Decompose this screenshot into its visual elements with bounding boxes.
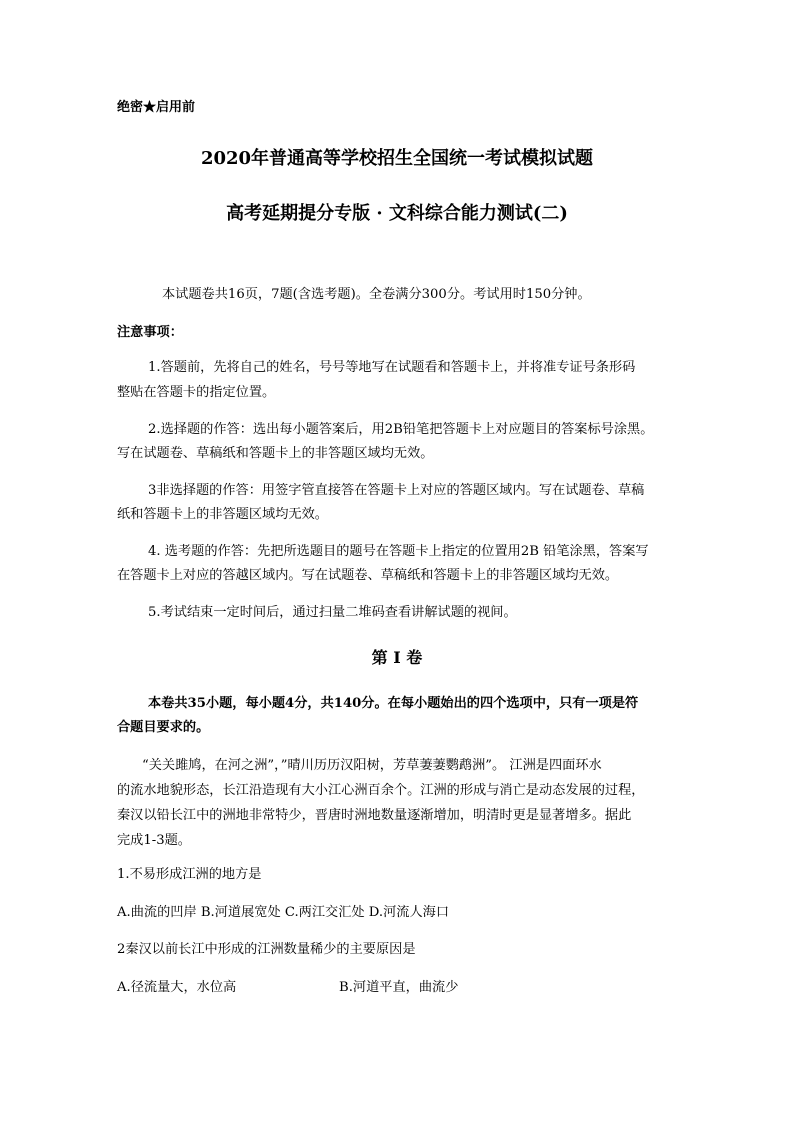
- intro-text: 本试题卷共16页，7题(含选考题)。全卷满分300分。考试用时150分钟。: [162, 287, 591, 302]
- passage-line-1: “关关雎鸠，在河之洲”，”晴川历历汉阳树，芳草萋萋鹦鹉洲”。 江洲是四面环水: [142, 758, 602, 773]
- notice-item-2-line-2: 写在试题卷、草稿纸和答题卡上的非答题区域均无效。: [117, 446, 434, 461]
- passage-line-3: 秦汉以铅长江中的洲地非常特少，晋唐时洲地数量逐渐增加，明清时更是显著增多。据此: [117, 808, 632, 823]
- section-desc-line-1: 本卷共35小题，每小题4分，共140分。在每小题始出的四个选项中，只有一项是符: [148, 696, 639, 711]
- notice-item-1-line-1: 1.答题前，先将自己的姓名，号号等地写在试题看和答题卡上，并将准专证号条形码: [148, 360, 636, 375]
- question-1-stem: 1.不易形成江洲的地方是: [117, 867, 262, 882]
- section-title: 第 I 卷: [371, 648, 423, 667]
- notice-item-4-line-1: 4. 选考题的作答：先把所选题目的题号在答题卡上指定的位置用2B 铅笔涂黑，答案写: [148, 544, 649, 559]
- secret-label: 绝密★启用前: [117, 100, 196, 115]
- notice-item-3-line-1: 3非选择题的作答：用签字管直接答在答题卡上对应的答题区域内。写在试题卷、草稿: [148, 483, 645, 498]
- notice-item-4-line-2: 在答题卡上对应的答越区域内。写在试题卷、草稿纸和答题卡上的非答题区域均无效。: [117, 568, 619, 583]
- exam-subtitle: 高考延期提分专版 · 文科综合能力测试(二): [226, 203, 568, 224]
- passage-line-4: 完成1-3题。: [117, 833, 191, 848]
- notice-heading: 注意事项：: [117, 325, 183, 340]
- notice-item-5: 5.考试结束一定时间后，通过扫量二堆码查看讲解试题的视间。: [148, 605, 517, 620]
- notice-item-1-line-2: 整贴在答题卡的指定位置。: [117, 385, 276, 400]
- exam-title: 2020年普通高等学校招生全国统一考试模拟试题: [200, 148, 594, 169]
- question-2-stem: 2秦汉以前长江中形成的江洲数量稀少的主要原因是: [117, 942, 416, 957]
- section-desc-line-2: 合题目要求的。: [117, 720, 210, 735]
- question-2-option-b: B.河道平直，曲流少: [339, 980, 459, 995]
- question-2-option-a: A.径流量大，水位高: [117, 980, 237, 995]
- notice-item-3-line-2: 纸和答题卡上的非答题区域均无效。: [117, 507, 328, 522]
- notice-item-2-line-1: 2.选择题的作答：选出每小题答案后，用2B铅笔把答题卡上对应题目的答案标号涂黑。: [148, 422, 654, 437]
- passage-line-2: 的流水地貌形态，长江沿造现有大小江心洲百余个。江洲的形成与消亡是动态发展的过程，: [117, 783, 645, 798]
- question-1-options: A.曲流的凹岸 B.河道展宽处 C.两江交汇处 D.河流人海口: [117, 905, 450, 920]
